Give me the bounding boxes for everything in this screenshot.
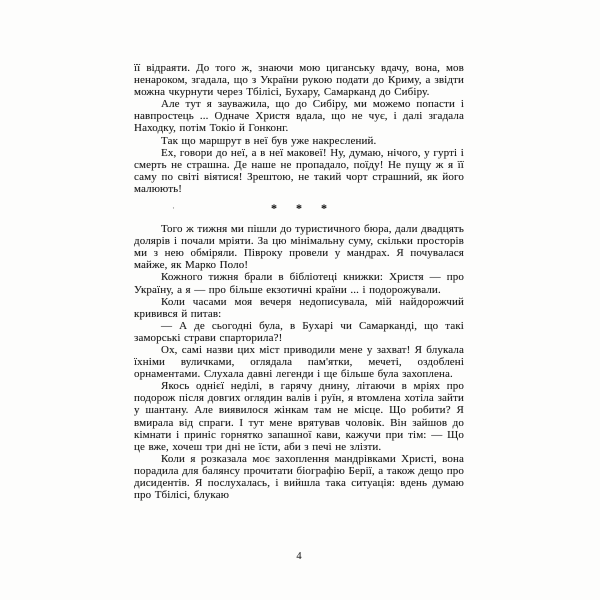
- section-divider: [134, 202, 464, 215]
- paragraph: Ох, самі назви цих міст приводили мене у захват! Я блукала їхніми вуличками, оглядала пам'ятки, мечеті, оздоблені орнаментами. Слухала давні легенди і ще більше була захоплена.: [134, 343, 464, 381]
- paragraph: Ех, говори до неї, а в неї маковеї! Ну, думаю, нічого, у гурті і смерть не страшна. Де наше не пропадало, поїду! Не пущу ж я її саму по світі віятися! Зрештою, не такий чорт страшний, як його малюють!: [134, 146, 464, 195]
- paragraph: Якось однієї неділі, в гарячу днину, літаючи в мріях про подорож після довгих оглядин валів і руїн, я втомлена хотіла зайти у шантану. Але виявилося жінкам там не місце. Що робити? Я вмирала від спраги. І тут мене врятував чоловік. Він зайшов до кімнати і приніс горнятко запашної кави, кажучи при тім: — Що це вже, хочеш три дні не їсти, аби з печі не злізти.: [134, 380, 464, 453]
- paragraph: Того ж тижня ми пішли до туристичного бюра, дали двадцять долярів і почали мріяти. За цю мінімальну суму, скільки просторів ми з нею обміряли. Півроку провели у мандрах. Я почувалася майже, як Марко Поло!: [134, 223, 464, 272]
- paragraph: Кожного тижня брали в бібліотеці книжки: Христя — про Україну, а я — про більше екзотичні країни ... і подорожували.: [134, 271, 464, 296]
- paragraph: — А де сьогодні була, в Бухарі чи Самарканді, що такі заморські страви спарторила?!: [134, 319, 464, 344]
- paragraph: Коли я розказала моє захоплення мандрівками Христі, вона порадила для балянсу прочитати біографію Берії, а також дещо про дисидентів. Я послухалась, і вийшла така ситуація: вдень думаю про Тбілісі, блукаю: [134, 452, 464, 502]
- text-block: [134, 62, 464, 501]
- paragraph: Коли часами моя вечеря недописувала, мій найдорожчий кривився й питав:: [134, 295, 464, 320]
- paragraph: Так що маршрут в неї був уже накреслений.: [161, 134, 377, 147]
- page-number: 4: [296, 551, 302, 562]
- paragraph: її відраяти. До того ж, знаючи мою циганську вдачу, вона, мов ненароком, згадала, що з України рукою подати до Криму, а звідти можна чкурнути через Тбілісі, Бухару, Самарканд до Сибіру.: [134, 62, 464, 99]
- asterisk-divider: * * *: [271, 201, 327, 216]
- paragraph: Але тут я зауважила, що до Сибіру, ми можемо попасти і навпростець ... Одначе Христя вдала, що не чує, і далі згадала Находку, потім Токіо й Гонконг.: [134, 98, 464, 135]
- divider-dot: ·: [172, 203, 176, 214]
